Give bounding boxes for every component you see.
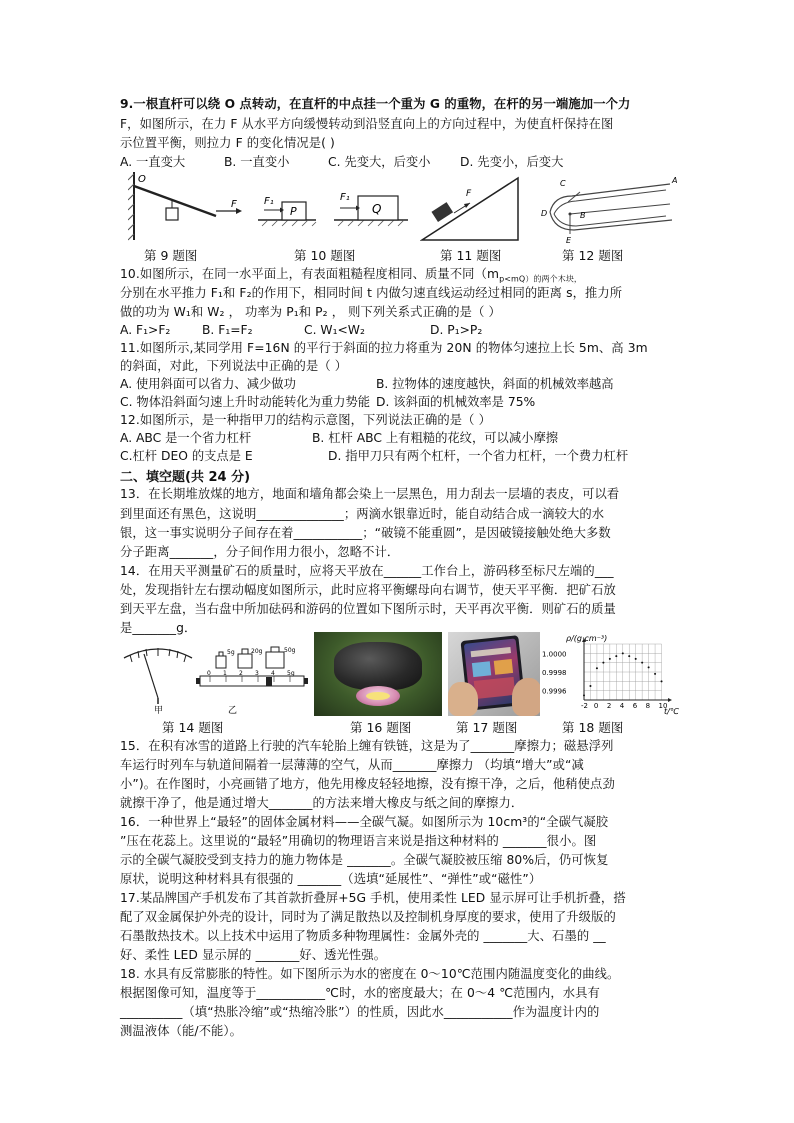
chart-point bbox=[602, 662, 604, 664]
chart-y-tick-label: 0.9996 bbox=[542, 687, 567, 696]
fig17-caption: 第 17 题图 bbox=[456, 720, 518, 735]
fig10-caption: 第 10 题图 bbox=[294, 248, 356, 263]
fig12-c-label: C bbox=[560, 179, 566, 188]
fig9-o-label: O bbox=[138, 174, 146, 185]
q17-line-1: 17.某品牌国产手机发布了其首款折叠屏+5G 手机，使用柔性 LED 显示屏可让手机折叠，搭 bbox=[120, 891, 626, 905]
q12-options-row2 bbox=[120, 448, 680, 465]
q11-line-2: 的斜面，对此，下列说法中正确的是（ ） bbox=[120, 359, 348, 373]
fig12-e-label: E bbox=[566, 236, 572, 244]
q12-option-a: A. ABC 是一个省力杠杆 bbox=[120, 431, 252, 445]
fig14-weights-and-scale bbox=[196, 640, 310, 714]
fig14-yi-label: 乙 bbox=[228, 706, 238, 714]
chart-point bbox=[628, 655, 630, 657]
chart-y-tick-label: 1.0000 bbox=[542, 650, 567, 659]
fig11-caption: 第 11 题图 bbox=[440, 248, 502, 263]
q10-line-2: 分别在水平推力 F₁和 F₂的作用下，相同时间 t 内做匀速直线运动经过相同的距离 s，推力所 bbox=[120, 286, 623, 300]
q13-line-3: 银，这一事实说明分子间存在着___________；“破镜不能重圆”，是因破镜接触处绝大多数 bbox=[120, 526, 611, 540]
fig17-screen-bar bbox=[471, 647, 511, 657]
fig14-weight-50g: 50g bbox=[284, 647, 296, 654]
q10-option-c: C. W₁<W₂ bbox=[304, 323, 365, 337]
q11-options-row1 bbox=[120, 376, 680, 393]
fig10-blocks-diagram bbox=[258, 182, 410, 242]
fig14-tick-0: 0 bbox=[207, 670, 211, 677]
q15-line-1: 15．在积有冰雪的道路上行驶的汽车轮胎上缠有铁链，这是为了_______摩擦力；磁悬浮列 bbox=[120, 739, 614, 753]
fig18-x-axis-label: t/℃ bbox=[664, 707, 679, 716]
fig14-weight-20g: 20g bbox=[251, 648, 263, 655]
fig11-incline-diagram bbox=[420, 174, 522, 244]
fig14-caption: 第 14 题图 bbox=[162, 720, 224, 735]
fig12-a-label: A bbox=[672, 176, 678, 185]
chart-point bbox=[609, 658, 611, 660]
fig9-caption: 第 9 题图 bbox=[144, 248, 198, 263]
fig17-foldable-phone-photo bbox=[448, 632, 540, 716]
fig14-tick-4: 4 bbox=[271, 670, 275, 677]
fig17-hand-left bbox=[448, 682, 478, 716]
q16-line-2: ”压在花蕊上。这里说的“最轻”用确切的物理语言来说是指这种材料的 _______很小。图 bbox=[120, 834, 597, 848]
q10-option-a: A. F₁>F₂ bbox=[120, 323, 171, 337]
fig14-tick-1: 1 bbox=[223, 670, 227, 677]
q11-option-a: A. 使用斜面可以省力、减少做功 bbox=[120, 377, 296, 391]
fig12-nail-clipper-diagram bbox=[540, 174, 680, 244]
q9-line-3: 示位置平衡，则拉力 F 的变化情况是( ) bbox=[120, 136, 335, 150]
fig12-b-label: B bbox=[580, 211, 586, 220]
q13-line-4: 分子距离_______，分子间作用力很小，忽略不计． bbox=[120, 545, 400, 559]
q9-options bbox=[120, 154, 680, 171]
q9-option-d: D. 先变小，后变大 bbox=[460, 155, 564, 169]
fig10-q-label: Q bbox=[372, 202, 382, 216]
q14-line-2: 处，发现指针左右摆动幅度如图所示，此时应将平衡螺母向右调节，使天平平衡．把矿石放 bbox=[120, 583, 616, 597]
chart-x-tick-label: -2 bbox=[581, 702, 588, 710]
fig14-pointer-dial bbox=[120, 640, 196, 714]
q17-line-3: 石墨散热技术。以上技术中运用了物质多种物理属性：金属外壳的 _______大、石墨的 __ bbox=[120, 929, 606, 943]
fig14-weight-5g: 5g bbox=[227, 649, 235, 656]
fig12-caption: 第 12 题图 bbox=[562, 248, 624, 263]
q14-line-3: 到天平左盘，当右盘中所加砝码和游码的位置如下图所示时，天平再次平衡．则矿石的质量 bbox=[120, 602, 616, 616]
q18-line-2: 根据图像可知，温度等于___________℃时，水的密度最大；在 0～4 ℃范围内，水具有 bbox=[120, 986, 600, 1000]
fig9-lever-diagram bbox=[128, 170, 250, 244]
fig17-screen-tile-2 bbox=[494, 659, 513, 675]
q12-line-1: 12.如图所示，是一种指甲刀的结构示意图，下列说法正确的是（ ） bbox=[120, 413, 491, 427]
fig16-aerogel-block bbox=[334, 642, 422, 690]
chart-point bbox=[648, 666, 650, 668]
q12-options-row1 bbox=[120, 430, 680, 447]
q16-line-4: 原状，说明这种材料具有很强的 _______（选填“延展性”、“弹性”或“磁性”） bbox=[120, 872, 542, 886]
q10-options bbox=[120, 322, 680, 339]
chart-point bbox=[661, 680, 663, 682]
q16-line-1: 16．一种世界上“最轻”的固体金属材料——全碳气凝。如图所示为 10cm³的“全碳气凝胶 bbox=[120, 815, 609, 829]
chart-x-tick-label: 6 bbox=[632, 702, 638, 710]
q15-line-4: 就擦干净了，他是通过增大_______的方法来增大橡皮与纸之间的摩擦力． bbox=[120, 796, 524, 810]
q17-line-2: 配了双金属保护外壳的设计，同时为了满足散热以及控制机身厚度的要求，使用了升级版的 bbox=[120, 910, 616, 924]
q9-option-b: B. 一直变小 bbox=[224, 155, 290, 169]
q9-line-2: F，如图所示，在力 F 从水平方向缓慢转动到沿竖直向上的方向过程中，为使直杆保持在图 bbox=[120, 117, 614, 131]
q14-line-4: 是_______g． bbox=[120, 621, 197, 635]
q18-line-1: 18. 水具有反常膨胀的特性。如下图所示为水的密度在 0～10℃范围内随温度变化的曲线。 bbox=[120, 967, 620, 981]
section-fill-in-title: 二、填空题(共 24 分) bbox=[120, 470, 251, 485]
chart-point bbox=[589, 685, 591, 687]
fig14-tick-5g: 5g bbox=[287, 670, 295, 677]
chart-x-arrow bbox=[668, 698, 672, 702]
fig17-hand-right bbox=[512, 678, 540, 716]
fig10-f1b-label: F₁ bbox=[340, 192, 350, 203]
q11-line-1: 11.如图所示,某同学用 F=16N 的平行于斜面的拉力将重为 20N 的物体匀速拉上长 5m、高 3m bbox=[120, 341, 648, 355]
q15-line-2: 车运行时列车与轨道间隔着一层薄薄的空气，从而_______摩擦力 （均填“增大”或“减 bbox=[120, 758, 584, 772]
q15-line-3: 小”)。在作图时，小亮画错了地方，他先用橡皮轻轻地擦，没有擦干净，之后，他稍使点劲 bbox=[120, 777, 615, 791]
q13-line-2: 到里面还有黑色，这说明______________；两滴水银靠近时，能自动结合成一滴较大的水 bbox=[120, 507, 605, 521]
chart-y-tick-label: 0.9998 bbox=[542, 669, 567, 677]
q12-option-c: C.杠杆 DEO 的支点是 E bbox=[120, 449, 253, 463]
fig17-screen-tile-3 bbox=[474, 677, 516, 699]
chart-point bbox=[615, 655, 617, 657]
q9-line-1: 9.一根直杆可以绕 O 点转动，在直杆的中点挂一个重为 G 的重物，在杆的另一端施加一个力 bbox=[120, 97, 631, 111]
fig10-p-label: P bbox=[290, 205, 297, 218]
chart-point bbox=[596, 667, 598, 669]
q10-option-b: B. F₁=F₂ bbox=[202, 323, 253, 337]
q17-line-4: 好、柔性 LED 显示屏的 _______好、透光性强。 bbox=[120, 948, 387, 962]
q18-line-4: 测温液体（能/不能）。 bbox=[120, 1024, 243, 1038]
fig16-aerogel-photo bbox=[314, 632, 442, 716]
fig9-f-label: F bbox=[231, 199, 237, 210]
chart-x-tick-label: 4 bbox=[619, 702, 625, 710]
q14-line-1: 14．在用天平测量矿石的质量时，应将天平放在______工作台上，游码移至标尺左端的___ bbox=[120, 564, 614, 578]
chart-point bbox=[635, 658, 637, 660]
fig18-y-axis-label: ρ/(g·cm⁻³) bbox=[566, 634, 608, 643]
fig16-flower-stamen bbox=[366, 692, 390, 700]
q11-options-row2 bbox=[120, 394, 680, 411]
q13-line-1: 13．在长期堆放煤的地方，地面和墙角都会染上一层黑色，用力刮去一层墙的表皮，可以看 bbox=[120, 487, 620, 501]
fig12-d-label: D bbox=[541, 209, 548, 218]
fig14-jia-label: 甲 bbox=[154, 706, 164, 714]
q10-line-1-text: 10.如图所示，在同一水平面上，有表面粗糙程度相同、质量不同（m bbox=[120, 267, 500, 281]
q11-option-d: D. 该斜面的机械效率是 75% bbox=[376, 395, 536, 409]
q16-line-3: 示的全碳气凝胶受到支持力的施力物体是 _______。全碳气凝胶被压缩 80%后，仍可恢复 bbox=[120, 853, 609, 867]
fig14-tick-3: 3 bbox=[255, 670, 259, 677]
chart-x-tick-label: 8 bbox=[645, 702, 651, 710]
fig18-caption: 第 18 题图 bbox=[562, 720, 624, 735]
q18-line-3: __________（填“热胀冷缩”或“热缩冷胀”）的性质，因此水___________作为温度计内的 bbox=[120, 1005, 600, 1019]
q10-mass-rel: p<mQ）的两个木块， bbox=[499, 274, 583, 284]
chart-point bbox=[583, 694, 585, 696]
fig14-tick-2: 2 bbox=[239, 670, 243, 677]
fig11-f-label: F bbox=[466, 189, 472, 199]
q12-option-b: B. 杠杆 ABC 上有粗糙的花纹，可以减小摩擦 bbox=[312, 431, 559, 445]
chart-point bbox=[622, 652, 624, 654]
fig18-density-chart bbox=[540, 630, 680, 718]
q12-option-d: D. 指甲刀只有两个杠杆，一个省力杠杆，一个费力杠杆 bbox=[328, 449, 629, 463]
chart-x-tick-label: 10 bbox=[658, 702, 668, 710]
q9-option-c: C. 先变大，后变小 bbox=[328, 155, 431, 169]
chart-x-tick-label: 0 bbox=[593, 702, 599, 710]
q10-option-d: D. P₁>P₂ bbox=[430, 323, 483, 337]
q11-option-c: C. 物体沿斜面匀速上升时动能转化为重力势能 bbox=[120, 395, 371, 409]
q11-option-b: B. 拉物体的速度越快，斜面的机械效率越高 bbox=[376, 377, 614, 391]
chart-point bbox=[641, 662, 643, 664]
q9-option-a: A. 一直变大 bbox=[120, 155, 186, 169]
fig10-f1-label: F₁ bbox=[264, 196, 274, 207]
chart-x-tick-label: 2 bbox=[606, 702, 612, 710]
q10-line-3: 做的功为 W₁和 W₂ ， 功率为 P₁和 P₂ ， 则下列关系式正确的是（ ） bbox=[120, 305, 501, 319]
fig17-screen-tile-1 bbox=[472, 661, 491, 677]
fig16-caption: 第 16 题图 bbox=[350, 720, 412, 735]
chart-point bbox=[654, 673, 656, 675]
